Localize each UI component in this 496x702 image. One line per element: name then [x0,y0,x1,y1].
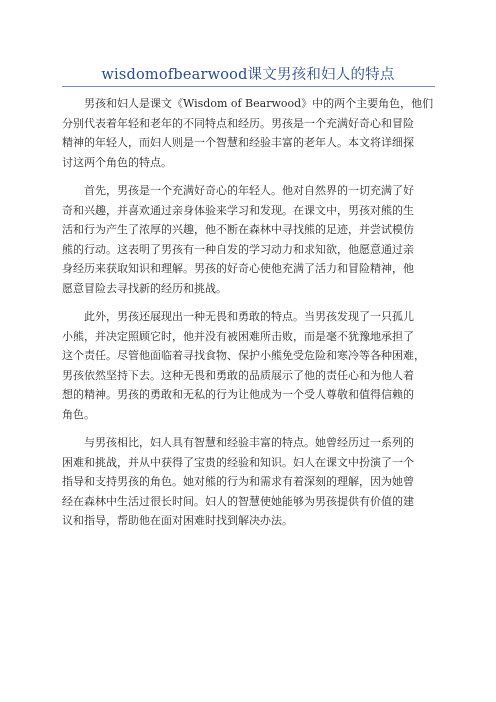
paragraph-line: 这个责任。尽管他面临着寻找食物、保护小熊免受危险和寒冷等各种困难， [62,349,425,362]
paragraph-line: 与男孩相比，妇人具有智慧和经验丰富的特点。她曾经历过一系列的 [84,436,414,449]
paragraph-line: 男孩和妇人是课文《Wisdom of Bearwood》中的两个主要角色，他们 [84,97,434,110]
paragraph-line: 身经历来获取知识和理解。男孩的好奇心使他充满了活力和冒险精神，他 [62,262,414,275]
document-body [62,94,435,540]
title-underline [62,86,435,87]
paragraph-line: 首先，男孩是一个充满好奇心的年轻人。他对自然界的一切充满了好 [84,184,414,197]
paragraph-3 [62,307,435,424]
paragraph-line: 分别代表着年轻和老年的不同特点和经历。男孩是一个充满好奇心和冒险 [62,116,414,130]
paragraph-line: 想的精神。男孩的勇敢和无私的行为让他成为一个受人尊敬和值得信赖的 [62,388,414,401]
paragraph-line: 精神的年轻人，而妇人则是一个智慧和经验丰富的老年人。本文将详细探 [62,136,414,149]
paragraph-2 [62,181,435,298]
paragraph-line: 活和行为产生了浓厚的兴趣，他不断在森林中寻找熊的足迹，并尝试模仿 [62,223,414,236]
paragraph-line: 经在森林中生活过很长时间。妇人的智慧使她能够为男孩提供有价值的建 [62,494,414,508]
paragraph-line: 小熊，并决定照顾它时，他并没有被困难所击败，而是毫不犹豫地承担了 [62,329,414,343]
paragraph-line: 指导和支持男孩的角色。她对熊的行为和需求有着深刻的理解，因为她曾 [62,475,414,488]
paragraph-line: 讨这两个角色的特点。 [62,155,172,169]
paragraph-line: 困难和挑战，并从中获得了宝贵的经验和知识。妇人在课文中扮演了一个 [62,455,414,469]
paragraph-4 [62,433,435,531]
document-title: wisdomofbearwood课文男孩和妇人的特点 [101,67,395,83]
paragraph-line: 奇和兴趣，并喜欢通过亲身体验来学习和发现。在课文中，男孩对熊的生 [62,203,414,217]
paragraph-line: 议和指导，帮助他在面对困难时找到解决办法。 [62,514,293,527]
paragraph-line: 熊的行动。这表明了男孩有一种自发的学习动力和求知欲，他愿意通过亲 [62,242,414,256]
paragraph-line: 此外，男孩还展现出一种无畏和勇敢的特点。当男孩发现了一只孤儿 [84,310,414,323]
paragraph-line: 愿意冒险去寻找新的经历和挑战。 [62,281,227,295]
paragraph-line: 角色。 [62,407,95,421]
paragraph-line: 男孩依然坚持下去。这种无畏和勇敢的品质展示了他的责任心和为他人着 [62,368,414,382]
paragraph-1 [62,94,435,172]
